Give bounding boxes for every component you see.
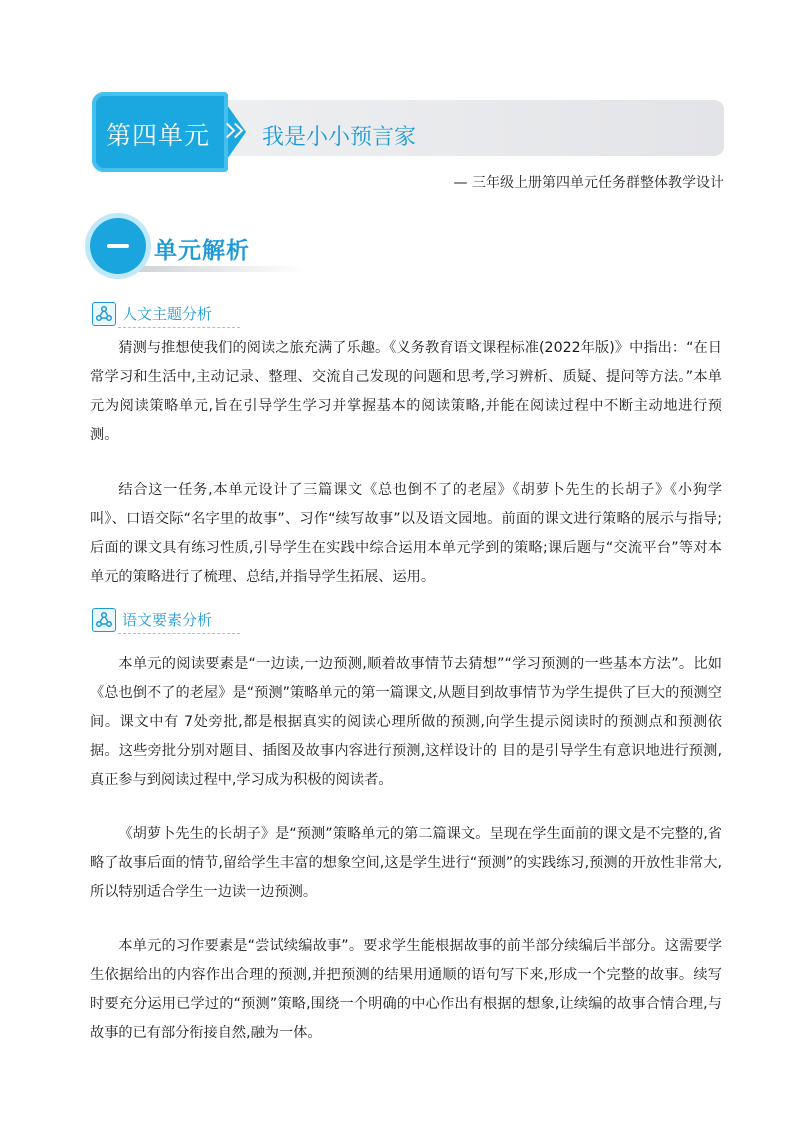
paragraph: 结合这一任务,本单元设计了三篇课文《总也倒不了的老屋》《胡萝卜先生的长胡子》《小狗学叫》、口语交际“名字里的故事”、习作“续写故事”以及语文园地。前面的课文进行策略的展示与指导;后面的课文具有练习性质,引导学生在实践中综合运用本单元学到的策略;课后题与“交流平台”等对本单元的策略进行了梳理、总结,并指导学生拓展、运用。 bbox=[90, 482, 722, 585]
network-icon bbox=[92, 608, 116, 632]
subsection-label: 语文要素分析 bbox=[122, 611, 213, 629]
section-title: 单元解析 bbox=[154, 238, 250, 264]
paragraph: 猜测与推想使我们的阅读之旅充满了乐趣。《义务教育语文课程标准(2022年版)》中指出：“在日常学习和生活中,主动记录、整理、交流自己发现的问题和思考,学习辨析、质疑、提问等方法。”本单元为阅读策略单元,旨在引导学生学习并掌握基本的阅读策略,并能在阅读过程中不断主动地进行预测。 bbox=[90, 340, 722, 443]
unit-banner bbox=[92, 92, 724, 172]
subsection-header-humanities bbox=[92, 302, 242, 328]
network-icon bbox=[92, 302, 116, 326]
paragraph: 本单元的阅读要素是“一边读,一边预测,顺着故事情节去猜想”“学习预测的一些基本方法”。比如《总也倒不了的老屋》是“预测”策略单元的第一篇课文,从题目到故事情节为学生提供了巨大的预测空间。课文中有 7处旁批,都是根据真实的阅读心理所做的预测,向学生提示阅读时的预测点和预测依据。这些旁批分别对题目、插图及故事内容进行预测,这样设计的 目的是引导学生有意识地进行预测,真正参与到阅读过程中,学习成为积极的阅读者。 bbox=[90, 656, 722, 788]
paragraph: 《胡萝卜先生的长胡子》是“预测”策略单元的第二篇课文。呈现在学生面前的课文是不完整的,省略了故事后面的情节,留给学生丰富的想象空间,这是学生进行“预测”的实践练习,预测的开放性非常大,所以特别适合学生一边读一边预测。 bbox=[90, 826, 722, 900]
subsection-divider bbox=[118, 327, 240, 329]
section-numeral bbox=[107, 244, 129, 248]
subsection-divider bbox=[118, 633, 240, 635]
unit-title: 我是小小预言家 bbox=[262, 125, 417, 150]
subsection-header-language bbox=[92, 608, 242, 634]
section-number-badge bbox=[90, 218, 146, 274]
section-header bbox=[90, 218, 290, 288]
unit-label: 第四单元 bbox=[106, 121, 211, 150]
section-underline bbox=[136, 266, 306, 272]
paragraph: 本单元的习作要素是“尝试续编故事”。要求学生能根据故事的前半部分续编后半部分。这需要学生依据给出的内容作出合理的预测,并把预测的结果用通顺的语句写下来,形成一个完整的故事。续写时要充分运用已学过的“预测”策略,围绕一个明确的中心作出有根据的想象,让续编的故事合情合理,与故事的已有部分衔接自然,融为一体。 bbox=[90, 938, 722, 1041]
unit-subtitle: — 三年级上册第四单元任务群整体教学设计 bbox=[453, 175, 724, 191]
subsection-label: 人文主题分析 bbox=[122, 305, 213, 323]
unit-tab bbox=[92, 92, 228, 172]
